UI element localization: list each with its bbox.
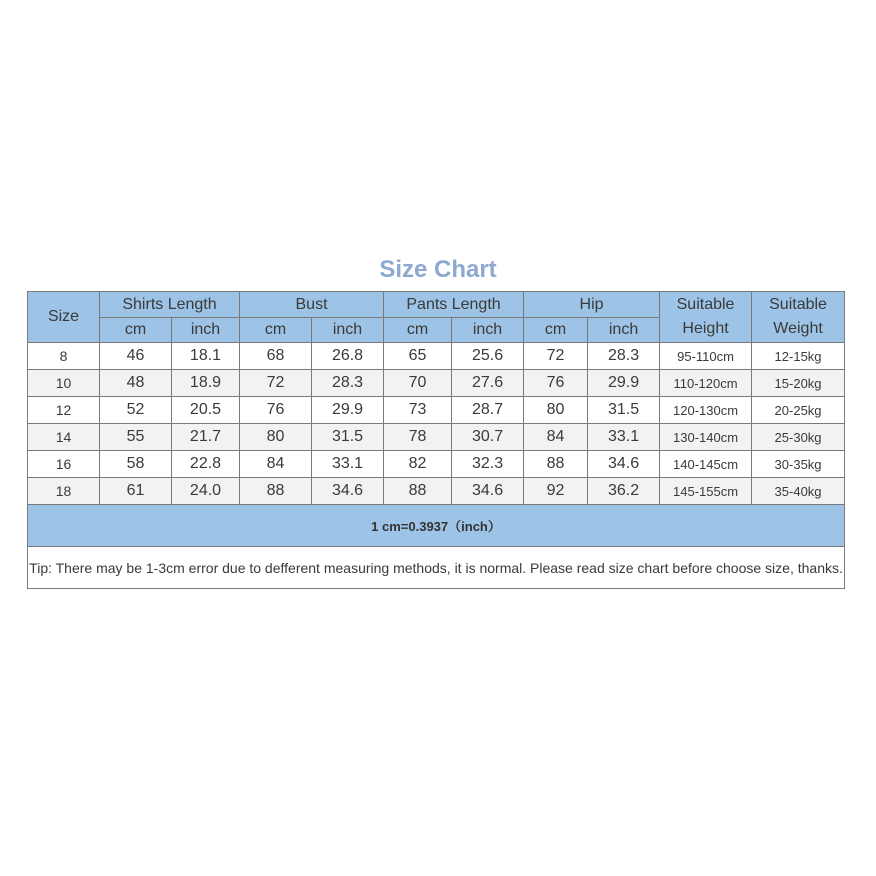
cell-size: 14 <box>28 424 100 451</box>
header-size: Size <box>28 292 100 343</box>
cell-height: 145-155cm <box>660 478 752 505</box>
cell-pants-inch: 30.7 <box>452 424 524 451</box>
size-chart-table <box>27 291 845 589</box>
cell-shirt-inch: 21.7 <box>172 424 240 451</box>
unit-pants-cm: cm <box>384 318 452 343</box>
cell-pants-inch: 27.6 <box>452 370 524 397</box>
cell-weight: 15-20kg <box>752 370 845 397</box>
cell-size: 8 <box>28 343 100 370</box>
table-row <box>28 397 845 424</box>
unit-hip-cm: cm <box>524 318 588 343</box>
cell-pants-cm: 73 <box>384 397 452 424</box>
unit-bust-cm: cm <box>240 318 312 343</box>
cell-bust-inch: 29.9 <box>312 397 384 424</box>
conversion-note: 1 cm=0.3937（inch） <box>28 505 845 547</box>
table-row <box>28 343 845 370</box>
cell-bust-cm: 88 <box>240 478 312 505</box>
cell-shirt-cm: 55 <box>100 424 172 451</box>
cell-shirt-cm: 46 <box>100 343 172 370</box>
table-row <box>28 424 845 451</box>
cell-weight: 35-40kg <box>752 478 845 505</box>
table-row <box>28 370 845 397</box>
unit-pants-inch: inch <box>452 318 524 343</box>
cell-pants-cm: 82 <box>384 451 452 478</box>
cell-size: 18 <box>28 478 100 505</box>
table-row <box>28 451 845 478</box>
cell-shirt-inch: 24.0 <box>172 478 240 505</box>
tip-note: Tip: There may be 1-3cm error due to defferent measuring methods, it is normal. Please read size chart before choose size, thanks. <box>28 547 845 589</box>
cell-bust-cm: 80 <box>240 424 312 451</box>
cell-bust-cm: 84 <box>240 451 312 478</box>
unit-hip-inch: inch <box>588 318 660 343</box>
cell-height: 95-110cm <box>660 343 752 370</box>
cell-shirt-inch: 22.8 <box>172 451 240 478</box>
header-pants-length: Pants Length <box>384 292 524 318</box>
cell-size: 12 <box>28 397 100 424</box>
cell-bust-inch: 34.6 <box>312 478 384 505</box>
cell-shirt-cm: 61 <box>100 478 172 505</box>
cell-bust-inch: 28.3 <box>312 370 384 397</box>
header-suitable-height <box>660 292 752 343</box>
unit-shirt-inch: inch <box>172 318 240 343</box>
cell-bust-cm: 72 <box>240 370 312 397</box>
cell-pants-inch: 32.3 <box>452 451 524 478</box>
table-row <box>28 478 845 505</box>
cell-hip-cm: 84 <box>524 424 588 451</box>
cell-shirt-inch: 18.1 <box>172 343 240 370</box>
cell-hip-inch: 31.5 <box>588 397 660 424</box>
cell-pants-cm: 88 <box>384 478 452 505</box>
cell-shirt-inch: 20.5 <box>172 397 240 424</box>
cell-bust-cm: 76 <box>240 397 312 424</box>
header-row-main <box>28 292 845 318</box>
cell-bust-cm: 68 <box>240 343 312 370</box>
cell-height: 120-130cm <box>660 397 752 424</box>
cell-hip-cm: 80 <box>524 397 588 424</box>
header-suitable-height-line1: Suitable <box>676 296 735 313</box>
header-suitable-weight-line1: Suitable <box>769 296 827 313</box>
header-bust: Bust <box>240 292 384 318</box>
cell-shirt-cm: 48 <box>100 370 172 397</box>
cell-hip-inch: 33.1 <box>588 424 660 451</box>
cell-pants-cm: 78 <box>384 424 452 451</box>
cell-hip-cm: 76 <box>524 370 588 397</box>
cell-size: 10 <box>28 370 100 397</box>
cell-height: 110-120cm <box>660 370 752 397</box>
cell-pants-cm: 70 <box>384 370 452 397</box>
conversion-row <box>28 505 845 547</box>
cell-bust-inch: 33.1 <box>312 451 384 478</box>
cell-weight: 20-25kg <box>752 397 845 424</box>
cell-weight: 12-15kg <box>752 343 845 370</box>
header-suitable-height-line2: Height <box>682 320 729 337</box>
unit-shirt-cm: cm <box>100 318 172 343</box>
cell-pants-inch: 34.6 <box>452 478 524 505</box>
cell-shirt-cm: 58 <box>100 451 172 478</box>
cell-hip-cm: 92 <box>524 478 588 505</box>
header-shirts-length: Shirts Length <box>100 292 240 318</box>
cell-hip-inch: 36.2 <box>588 478 660 505</box>
cell-pants-inch: 25.6 <box>452 343 524 370</box>
cell-hip-inch: 29.9 <box>588 370 660 397</box>
cell-hip-inch: 34.6 <box>588 451 660 478</box>
cell-shirt-inch: 18.9 <box>172 370 240 397</box>
cell-hip-inch: 28.3 <box>588 343 660 370</box>
chart-title: Size Chart <box>379 256 497 283</box>
cell-pants-cm: 65 <box>384 343 452 370</box>
cell-hip-cm: 88 <box>524 451 588 478</box>
cell-height: 140-145cm <box>660 451 752 478</box>
cell-weight: 25-30kg <box>752 424 845 451</box>
cell-height: 130-140cm <box>660 424 752 451</box>
cell-hip-cm: 72 <box>524 343 588 370</box>
tip-row <box>28 547 845 589</box>
header-suitable-weight-line2: Weight <box>773 320 823 337</box>
cell-size: 16 <box>28 451 100 478</box>
unit-bust-inch: inch <box>312 318 384 343</box>
header-hip: Hip <box>524 292 660 318</box>
header-suitable-weight <box>752 292 845 343</box>
cell-shirt-cm: 52 <box>100 397 172 424</box>
cell-bust-inch: 31.5 <box>312 424 384 451</box>
cell-bust-inch: 26.8 <box>312 343 384 370</box>
cell-weight: 30-35kg <box>752 451 845 478</box>
cell-pants-inch: 28.7 <box>452 397 524 424</box>
